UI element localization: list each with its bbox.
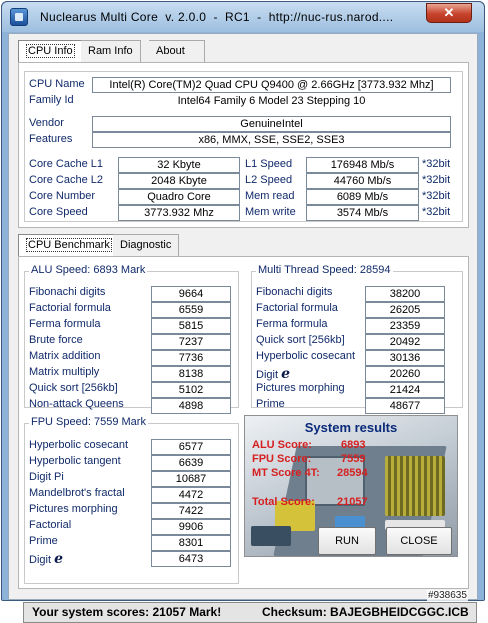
fpu-label: Pictures morphing — [29, 503, 118, 515]
l2-speed-unit: *32bit — [422, 174, 451, 186]
mt-value: 48677 — [365, 398, 445, 414]
core-speed-value: 3773.932 Mhz — [118, 205, 240, 221]
core-speed-label: Core Speed — [29, 206, 88, 218]
features-label: Features — [29, 133, 73, 145]
alu-label: Ferma formula — [29, 318, 101, 330]
core-cache-l1-value: 32 Kbyte — [118, 157, 240, 173]
alu-label: Fibonachi digits — [29, 286, 106, 298]
mt-value: 20492 — [365, 334, 445, 350]
l2-speed-value: 44760 Mb/s — [306, 173, 419, 189]
fpu-value: 6577 — [151, 439, 231, 455]
close-button[interactable]: CLOSE — [386, 527, 452, 555]
fpu-label: Mandelbrot's fractal — [29, 487, 125, 499]
mt-label: Quick sort [256kb] — [256, 334, 345, 346]
fpu-digit-label: Digit — [29, 554, 52, 566]
window-title: Nuclearus Multi Core v. 2.0.0 - RC1 - http://nuc-rus.narod.... — [40, 10, 394, 24]
mt-label: Ferma formula — [256, 318, 328, 330]
family-id-label: Family Id — [29, 94, 74, 106]
watermark: #938635 — [428, 590, 467, 601]
fpu-value: 8301 — [151, 535, 231, 551]
mt-label: Pictures morphing — [256, 382, 345, 394]
fpu-label: Digit Pi — [29, 471, 64, 483]
fpu-label: Factorial — [29, 519, 72, 531]
cpu-name-value: Intel(R) Core(TM)2 Quad CPU Q9400 @ 2.66GHz [3773.932 Mhz] — [92, 77, 451, 93]
core-cache-l2-value: 2048 Kbyte — [118, 173, 240, 189]
mt-value: 23359 — [365, 318, 445, 334]
tab-cpu-info[interactable] — [18, 40, 83, 62]
alu-value: 9664 — [151, 286, 231, 302]
mem-read-label: Mem read — [245, 190, 295, 202]
fpu-score-label: FPU Score: — [252, 453, 312, 465]
tab-about[interactable]: About — [149, 40, 205, 62]
fpu-label: Prime — [29, 535, 58, 547]
mt-label — [256, 366, 290, 382]
system-results-title: System results — [304, 420, 398, 435]
mem-write-value: 3574 Mb/s — [306, 205, 419, 221]
cpu-name-label: CPU Name — [29, 78, 85, 90]
mt-digit-label: Digit — [256, 369, 279, 381]
cpu-info-panel — [18, 62, 469, 228]
total-score-label: Total Score: — [252, 496, 315, 508]
alu-value: 5815 — [151, 318, 231, 334]
core-cache-l1-label: Core Cache L1 — [29, 158, 103, 170]
alu-value: 7736 — [151, 350, 231, 366]
fpu-label: Hyperbolic cosecant — [29, 439, 129, 451]
total-score-value: 21057 — [337, 496, 368, 508]
vendor-value: GenuineIntel — [92, 116, 451, 132]
l1-speed-value: 176948 Mb/s — [306, 157, 419, 173]
tab-cpu-benchmark[interactable] — [18, 234, 120, 257]
checksum-text: Checksum: BAJEGBHEIDCGGC.ICB — [262, 605, 469, 619]
fpu-value: 7422 — [151, 503, 231, 519]
mem-write-label: Mem write — [245, 206, 296, 218]
tab-ram-info[interactable]: Ram Info — [81, 40, 141, 62]
alu-value: 7237 — [151, 334, 231, 350]
mem-read-unit: *32bit — [422, 190, 451, 202]
family-id-value: Intel64 Family 6 Model 23 Stepping 10 — [92, 93, 451, 109]
mt-value: 26205 — [365, 302, 445, 318]
fpu-score-value: 7559 — [341, 453, 366, 465]
mt-value: 30136 — [365, 350, 445, 366]
mt-label: Prime — [256, 398, 285, 410]
fpu-value: 4472 — [151, 487, 231, 503]
features-value: x86, MMX, SSE, SSE2, SSE3 — [92, 132, 451, 148]
alu-score-label: ALU Score: — [252, 439, 312, 451]
alu-value: 5102 — [151, 382, 231, 398]
euler-symbol: e — [281, 366, 290, 382]
app-icon — [10, 8, 28, 26]
mt-label: Fibonachi digits — [256, 286, 333, 298]
mt-label: Factorial formula — [256, 302, 338, 314]
alu-score-value: 6893 — [341, 439, 366, 451]
mt-value: 21424 — [365, 382, 445, 398]
fpu-value: 10687 — [151, 471, 231, 487]
alu-label: Factorial formula — [29, 302, 111, 314]
fpu-value: 6639 — [151, 455, 231, 471]
run-button[interactable]: RUN — [318, 527, 376, 555]
tab-diagnostic[interactable]: Diagnostic — [113, 234, 179, 256]
window-close-button[interactable]: ✕ — [426, 3, 472, 23]
title-bar[interactable] — [2, 2, 484, 32]
mt-label: Hyperbolic cosecant — [256, 350, 356, 362]
alu-value: 8138 — [151, 366, 231, 382]
core-cache-l2-label: Core Cache L2 — [29, 174, 103, 186]
core-number-label: Core Number — [29, 190, 96, 202]
tab-cpu-benchmark-label: CPU Benchmark — [28, 239, 110, 251]
fpu-label — [29, 551, 63, 567]
mt-score-label: MT Score 4T: — [252, 467, 320, 479]
alu-speed-title: ALU Speed: 6893 Mark — [31, 264, 146, 276]
alu-label: Brute force — [29, 334, 83, 346]
core-number-value: Quadro Core — [118, 189, 240, 205]
fpu-label: Hyperbolic tangent — [29, 455, 121, 467]
alu-label: Non-attack Queens — [29, 398, 124, 410]
euler-symbol: e — [54, 551, 63, 567]
alu-value: 4898 — [151, 398, 231, 414]
system-results-panel — [244, 415, 458, 557]
alu-value: 6559 — [151, 302, 231, 318]
mt-speed-title: Multi Thread Speed: 28594 — [258, 264, 391, 276]
alu-label: Matrix multiply — [29, 366, 100, 378]
total-score-text: Your system scores: 21057 Mark! — [32, 605, 222, 619]
tab-cpu-info-label: CPU Info — [28, 45, 73, 57]
l2-speed-label: L2 Speed — [245, 174, 293, 186]
mt-value: 38200 — [365, 286, 445, 302]
mt-score-value: 28594 — [337, 467, 368, 479]
vendor-label: Vendor — [29, 117, 64, 129]
footer-status-bar — [23, 602, 477, 623]
mem-read-value: 6089 Mb/s — [306, 189, 419, 205]
fpu-value: 9906 — [151, 519, 231, 535]
l1-speed-unit: *32bit — [422, 158, 451, 170]
l1-speed-label: L1 Speed — [245, 158, 293, 170]
mem-write-unit: *32bit — [422, 206, 451, 218]
mt-value: 20260 — [365, 366, 445, 382]
alu-label: Quick sort [256kb] — [29, 382, 118, 394]
alu-label: Matrix addition — [29, 350, 101, 362]
fpu-speed-title: FPU Speed: 7559 Mark — [31, 416, 146, 428]
fpu-value: 6473 — [151, 551, 231, 567]
